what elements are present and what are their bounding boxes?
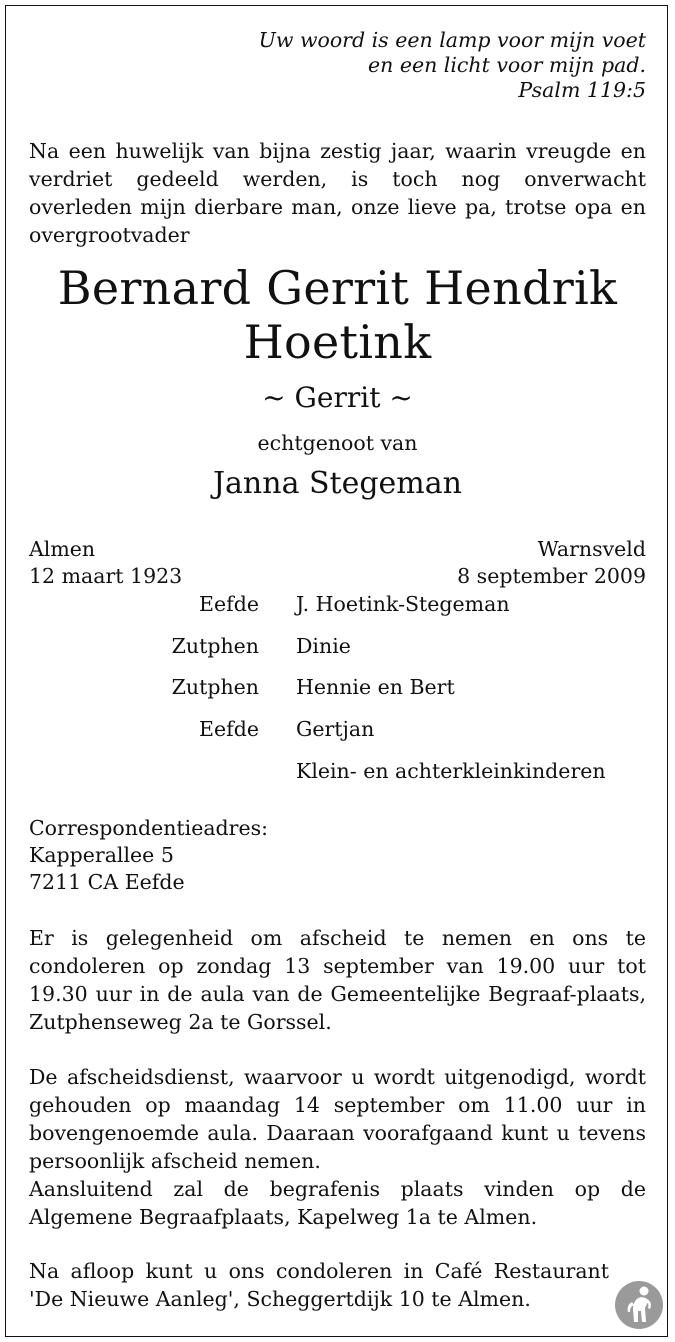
family-place: Zutphen (171, 634, 259, 658)
family-name: J. Hoetink-Stegeman (296, 592, 510, 616)
quote-block (259, 28, 646, 103)
quote-reference: Psalm 119:5 (518, 78, 646, 102)
deceased-nickname: ~ Gerrit ~ (262, 381, 413, 414)
spouse-name: Janna Stegeman (213, 466, 462, 501)
mourning-figure-logo-icon (614, 1280, 664, 1330)
quote-line-1: Uw woord is een lamp voor mijn voet (258, 28, 646, 52)
family-place: Eefde (199, 592, 259, 616)
intro-paragraph: Na een huwelijk van bijna zestig jaar, waarin vreugde en verdriet gedeeld werden, is toch nog onverwacht overleden mijn dierbare man, onze lieve pa, trotse opa en overgrootvader (29, 139, 646, 247)
spouse-label: echtgenoot van (257, 431, 418, 455)
death-place: Warnsveld (537, 537, 646, 561)
birth-date: 12 maart 1923 (29, 564, 183, 588)
address-city: 7211 CA Eefde (29, 870, 185, 894)
family-name: Hennie en Bert (296, 675, 455, 699)
address-street: Kapperallee 5 (29, 843, 174, 867)
address-label: Correspondentieadres: (29, 816, 269, 840)
service-paragraph: De afscheidsdienst, waarvoor u wordt uitgenodigd, wordt gehouden op maandag 14 september om 11.00 uur in bovengenoemde aula. Daaraan voorafgaand kunt u tevens persoonlijk afscheid nemen. (29, 1065, 646, 1173)
family-name: Dinie (296, 634, 351, 658)
family-place: Eefde (199, 717, 259, 741)
deceased-name-line-1: Bernard Gerrit Hendrik (57, 261, 618, 315)
family-place: Zutphen (171, 675, 259, 699)
burial-paragraph: Aansluitend zal de begrafenis plaats vinden op de Algemene Begraafplaats, Kapelweg 1a te Almen. (29, 1177, 646, 1229)
quote-line-2: en een licht voor mijn pad. (367, 53, 646, 77)
family-name: Klein- en achterkleinkinderen (296, 759, 606, 783)
death-date: 8 september 2009 (457, 564, 646, 588)
address-block (29, 815, 268, 895)
closing-paragraph: Na afloop kunt u ons condoleren in Café Restaurant 'De Nieuwe Aanleg', Scheggertdijk 10 te Almen. (29, 1259, 609, 1311)
birth-place: Almen (29, 537, 96, 561)
deceased-name-line-2: Hoetink (243, 315, 432, 369)
condolence-paragraph: Er is gelegenheid om afscheid te nemen en ons te condoleren op zondag 13 september van 19.00 uur tot 19.30 uur in de aula van de Gemeentelijke Begraaf-plaats, Zutphenseweg 2a te Gorssel. (29, 926, 646, 1034)
family-name: Gertjan (296, 717, 375, 741)
